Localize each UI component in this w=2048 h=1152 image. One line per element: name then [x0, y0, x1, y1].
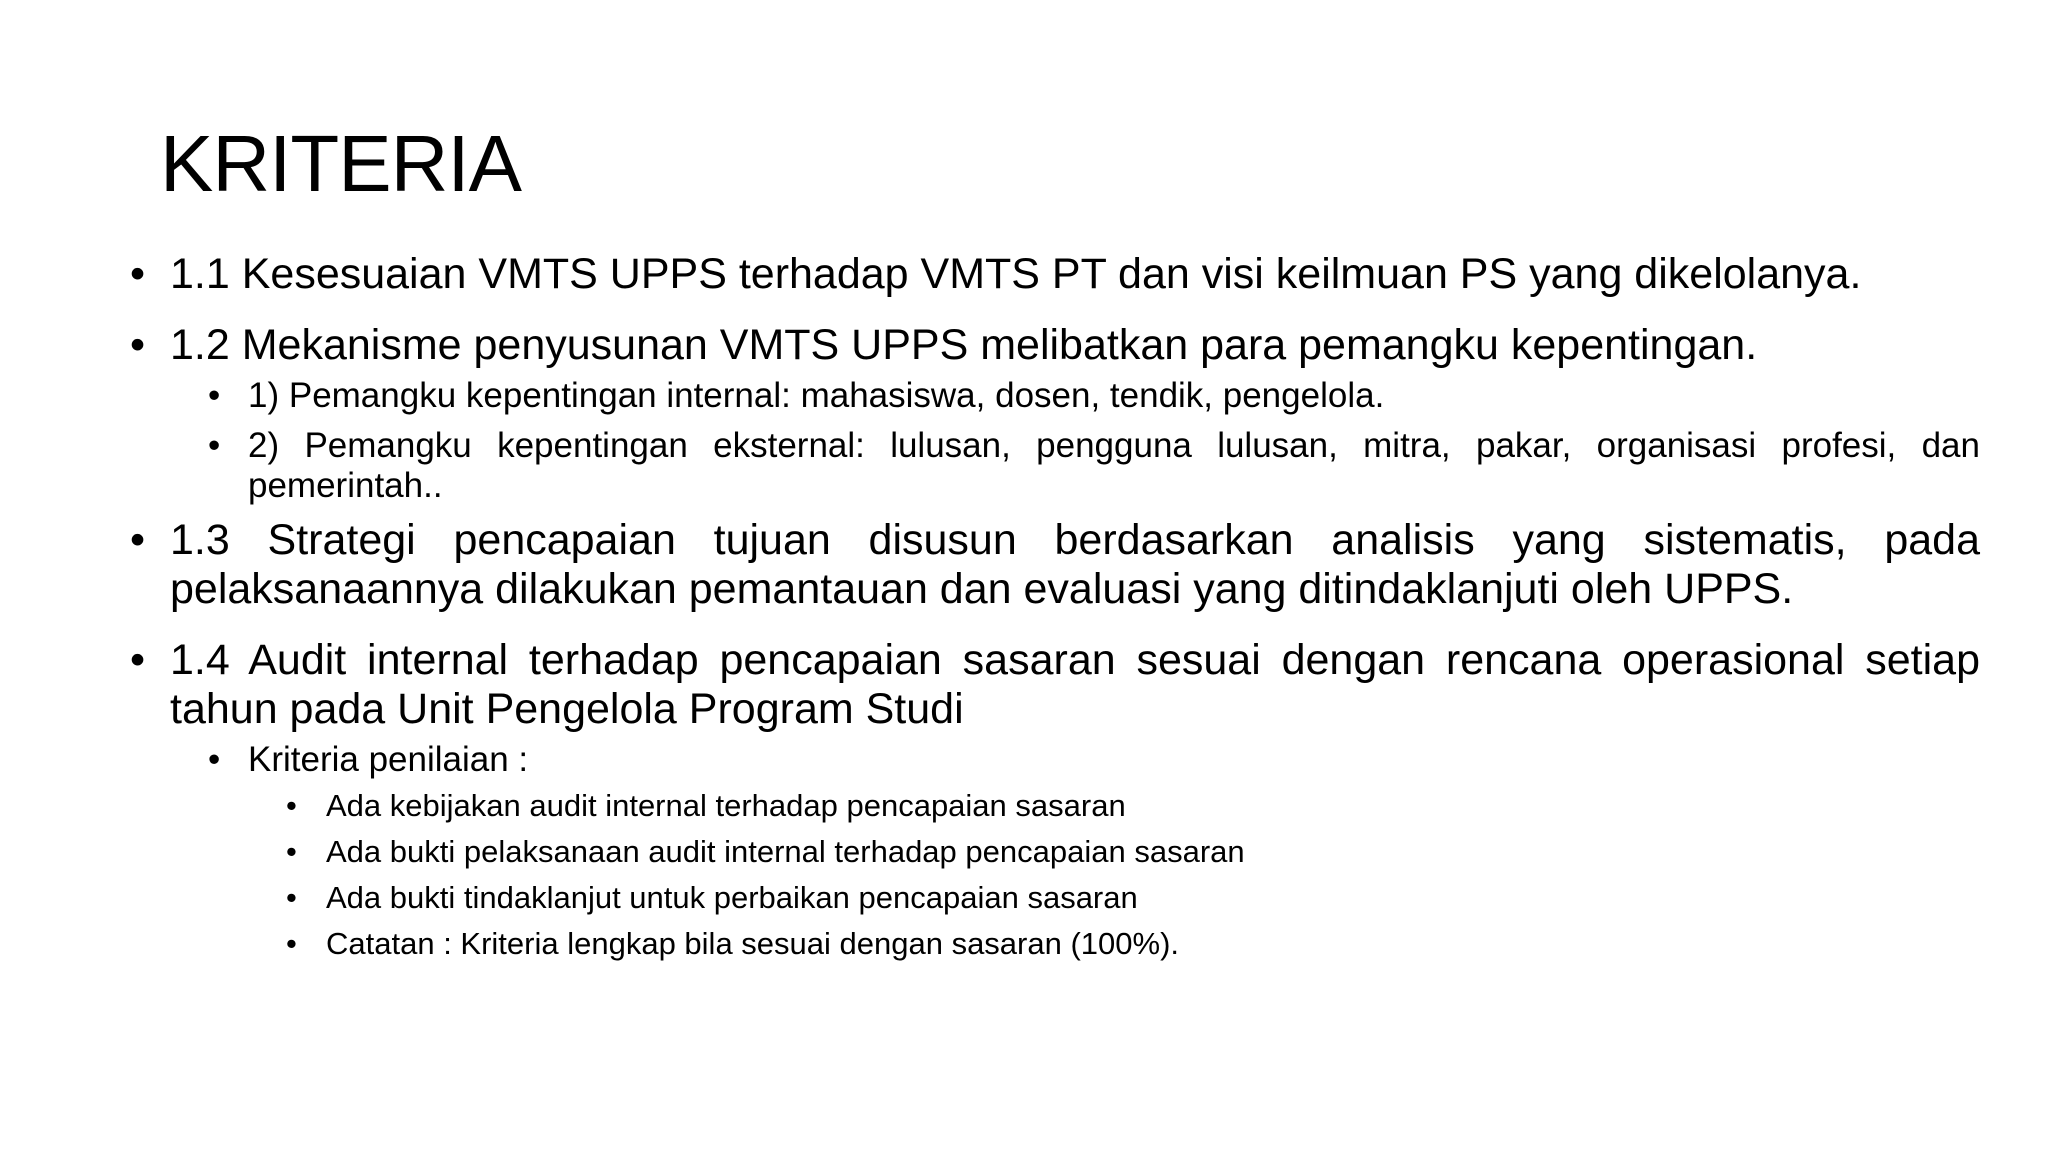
bullet-icon: • [130, 250, 146, 298]
slide-title: KRITERIA [160, 119, 521, 208]
bullet-icon: • [286, 788, 297, 823]
sub-list-item [208, 376, 1980, 416]
slide-content [130, 250, 1980, 984]
assessment-criteria-text: Catatan : Kriteria lengkap bila sesuai dengan sasaran (100%). [326, 926, 1180, 961]
list-item-1-3 [130, 516, 1980, 614]
sub-list [170, 740, 1980, 962]
sub-list-item-text: 1) Pemangku kepentingan internal: mahasiswa, dosen, tendik, pengelola. [248, 376, 1385, 415]
bullet-icon: • [130, 516, 146, 564]
bullet-icon: • [286, 880, 297, 915]
list-item-text: 1.1 Kesesuaian VMTS UPPS terhadap VMTS PT dan visi keilmuan PS yang dikelolanya. [170, 250, 1862, 298]
sub-list-item-text: Kriteria penilaian : [248, 740, 529, 779]
bullet-icon: • [286, 834, 297, 869]
list-item-text: 1.2 Mekanisme penyusunan VMTS UPPS melibatkan para pemangku kepentingan. [170, 321, 1758, 369]
list-item-text: 1.4 Audit internal terhadap pencapaian sasaran sesuai dengan rencana operasional setiap tahun pada Unit Pengelola Program Studi [170, 636, 1980, 733]
list-item-1-2 [130, 321, 1980, 506]
bullet-icon: • [130, 321, 146, 369]
sub-list [170, 376, 1980, 506]
assessment-criteria-text: Ada bukti tindaklanjut untuk perbaikan pencapaian sasaran [326, 880, 1138, 915]
bullet-icon: • [208, 426, 221, 465]
bullet-icon: • [208, 376, 221, 415]
assessment-criteria-text: Ada bukti pelaksanaan audit internal terhadap pencapaian sasaran [326, 834, 1245, 869]
bullet-icon: • [208, 740, 221, 779]
assessment-criteria-text: Ada kebijakan audit internal terhadap pencapaian sasaran [326, 788, 1126, 823]
assessment-criteria-item [286, 880, 1980, 916]
list-item-1-1 [130, 250, 1980, 299]
assessment-criteria-list [248, 788, 1980, 962]
list-item-1-4 [130, 636, 1980, 962]
sub-list-item [208, 740, 1980, 962]
criteria-list [130, 250, 1980, 962]
list-item-text: 1.3 Strategi pencapaian tujuan disusun berdasarkan analisis yang sistematis, pada pelaksanaannya dilakukan pemantauan dan evaluasi yang ditindaklanjuti oleh UPPS. [170, 516, 1980, 613]
bullet-icon: • [130, 636, 146, 684]
sub-list-item-text: 2) Pemangku kepentingan eksternal: lulusan, pengguna lulusan, mitra, pakar, organisasi profesi, dan pemerintah.. [248, 426, 1980, 505]
assessment-criteria-item [286, 788, 1980, 824]
assessment-criteria-item [286, 834, 1980, 870]
sub-list-item [208, 426, 1980, 506]
assessment-criteria-item [286, 926, 1980, 962]
bullet-icon: • [286, 926, 297, 961]
